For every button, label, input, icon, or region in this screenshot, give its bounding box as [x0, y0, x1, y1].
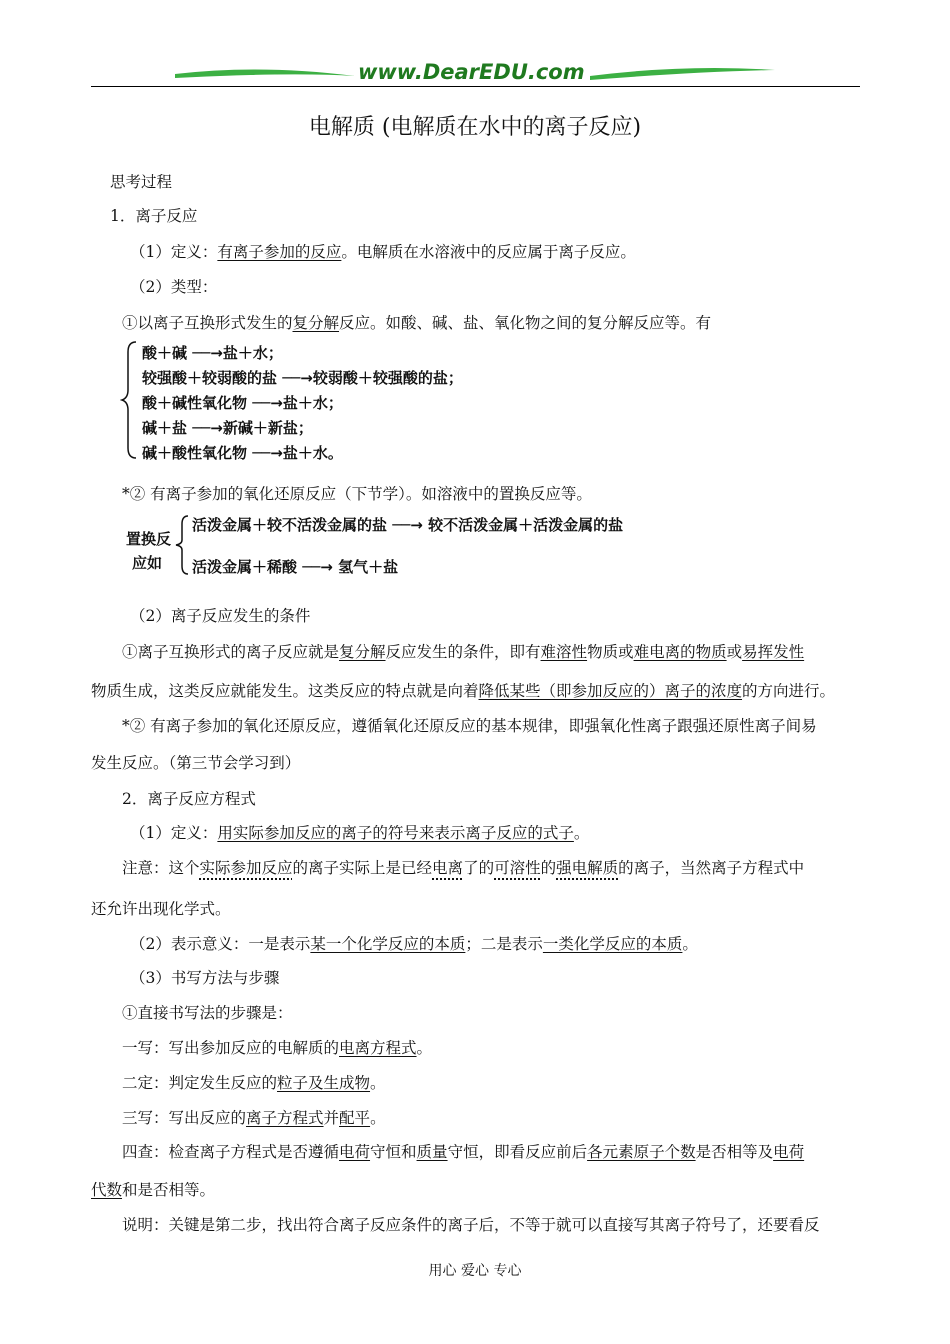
s2-step2: 二定：判定发生反应的粒子及生成物。 [122, 1074, 386, 1092]
reaction-3: 酸＋碱性氧化物 ──→盐＋水； [142, 394, 343, 412]
displacement-reaction-2: 活泼金属＋稀酸 ──→ 氢气＋盐 [192, 558, 399, 576]
reaction-4: 碱＋盐 ──→新碱＋新盐； [142, 419, 313, 437]
s2-meaning: （2）表示意义：一是表示某一个化学反应的本质；二是表示一类化学反应的本质。 [130, 935, 698, 953]
displacement-label-2: 应如 [132, 554, 163, 572]
s2-step3: 三写：写出反应的离子方程式并配平。 [122, 1109, 386, 1127]
page-footer: 用心 爱心 专心 [428, 1263, 522, 1279]
s1-cond1-line2: 物质生成，这类反应就能发生。这类反应的特点就是向着降低某些（即参加反应的）离子的浓度的方向进行。 [91, 682, 836, 700]
reaction-2: 较强酸＋较弱酸的盐 ──→较弱酸＋较强酸的盐； [142, 369, 463, 387]
reaction-1: 酸＋碱 ──→盐＋水； [142, 344, 283, 362]
displacement-brace [174, 514, 190, 580]
logo-text: www.DearEDU.com [358, 60, 585, 84]
s1-type2: *② 有离子参加的氧化还原反应（下节学）。如溶液中的置换反应等。 [122, 485, 592, 503]
s1-heading: 1．离子反应 [110, 207, 198, 225]
s1-types-heading: （2）类型： [130, 278, 218, 296]
s1-cond-heading: （2）离子反应发生的条件 [130, 607, 311, 625]
s2-note-line1: 注意：这个实际参加反应的离子实际上是已经电离了的可溶性的强电解质的离子，当然离子方程式中 [122, 859, 805, 877]
header-logo [170, 60, 780, 86]
s1-cond1-line1: ①离子互换形式的离子反应就是复分解反应发生的条件，即有难溶性物质或难电离的物质或易挥发性 [122, 643, 805, 661]
header-rule [91, 86, 860, 87]
s2-explain: 说明：关键是第二步，找出符合离子反应条件的离子后，不等于就可以直接写其离子符号了，还要看反 [122, 1216, 820, 1234]
section-heading: 思考过程 [110, 173, 173, 191]
s2-step4-line2: 代数和是否相等。 [91, 1181, 216, 1199]
displacement-reaction-1: 活泼金属＋较不活泼金属的盐 ──→ 较不活泼金属＋活泼金属的盐 [192, 516, 624, 534]
s1-definition: （1）定义：有离子参加的反应。电解质在水溶液中的反应属于离子反应。 [130, 243, 636, 261]
s1-cond2-line2: 发生反应。（第三节会学习到） [91, 754, 301, 772]
s2-step-intro: ①直接书写法的步骤是： [122, 1004, 293, 1022]
s2-definition: （1）定义：用实际参加反应的离子的符号来表示离子反应的式子。 [130, 824, 590, 842]
s2-note-line2: 还允许出现化学式。 [91, 900, 231, 918]
reaction-brace [120, 340, 140, 464]
reaction-5: 碱＋酸性氧化物 ──→盐＋水。 [142, 444, 343, 462]
displacement-label-1: 置换反 [126, 530, 172, 548]
s2-step1: 一写：写出参加反应的电解质的电离方程式。 [122, 1039, 433, 1057]
s1-type1: ①以离子互换形式发生的复分解反应。如酸、碱、盐、氧化物之间的复分解反应等。有 [122, 314, 712, 332]
page-title: 电解质 (电解质在水中的离子反应) [308, 115, 642, 140]
s2-heading: 2．离子反应方程式 [122, 790, 256, 808]
s2-step4-line1: 四查：检查离子方程式是否遵循电荷守恒和质量守恒，即看反应前后各元素原子个数是否相等及电荷 [122, 1143, 805, 1161]
s2-method-heading: （3）书写方法与步骤 [130, 969, 280, 987]
s1-cond2-line1: *② 有离子参加的氧化还原反应，遵循氧化还原反应的基本规律，即强氧化性离子跟强还原性离子间易 [122, 717, 817, 735]
